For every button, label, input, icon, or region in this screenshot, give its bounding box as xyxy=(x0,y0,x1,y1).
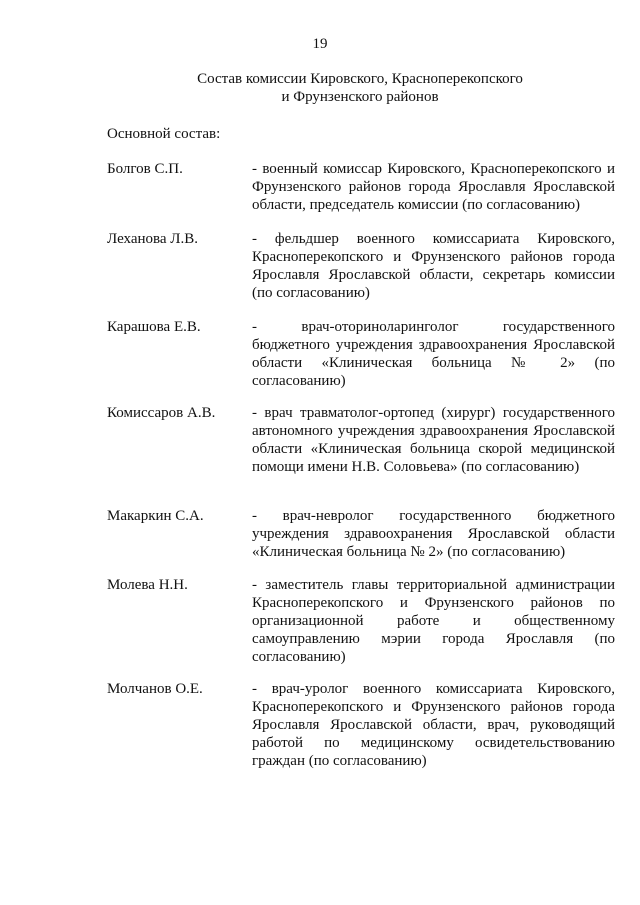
member-role: - военный комиссар Кировского, Красноперекопского и Фрунзенского районов города Ярославля Ярославской области, председатель комиссии (по согласованию) xyxy=(252,161,615,213)
document-title xyxy=(100,70,620,106)
member-name: Леханова Л.В. xyxy=(107,231,198,247)
title-line-2: и Фрунзенского районов xyxy=(281,89,439,105)
member-role: - врач-невролог государственного бюджетного учреждения здравоохранения Ярославской области «Клиническая больница № 2» (по согласованию) xyxy=(252,508,615,560)
page-number: 19 xyxy=(312,36,328,52)
member-name: Молчанов О.Е. xyxy=(107,681,203,697)
member-role: - врач-оториноларинголог государственного бюджетного учреждения здравоохранения Ярославской области «Клиническая больница № 2» (по согласованию) xyxy=(252,319,615,389)
member-name: Карашова Е.В. xyxy=(107,319,201,335)
member-name: Болгов С.П. xyxy=(107,161,183,177)
member-role: - заместитель главы территориальной администрации Красноперекопского и Фрунзенского районов по организационной работе и общественному самоуправлению мэрии города Ярославля (по согласованию) xyxy=(252,577,615,665)
member-role: - фельдшер военного комиссариата Кировского, Красноперекопского и Фрунзенского районов города Ярославля Ярославской области, секретарь комиссии (по согласованию) xyxy=(252,231,615,301)
title-line-1: Состав комиссии Кировского, Красноперекопского xyxy=(197,71,523,87)
main-composition-heading: Основной состав: xyxy=(107,126,221,142)
member-name: Макаркин С.А. xyxy=(107,508,204,524)
member-name: Молева Н.Н. xyxy=(107,577,188,593)
member-role: - врач-уролог военного комиссариата Кировского, Красноперекопского и Фрунзенского районов города Ярославля Ярославской области, врач, руководящий работой по медицинскому освидетельствованию граждан (по согласованию) xyxy=(252,681,615,769)
member-name: Комиссаров А.В. xyxy=(107,405,216,421)
member-role: - врач травматолог-ортопед (хирург) государственного автономного учреждения здравоохранения Ярославской области «Клиническая больница скорой медицинской помощи имени Н.В. Соловьева» (по согласованию) xyxy=(252,405,615,475)
